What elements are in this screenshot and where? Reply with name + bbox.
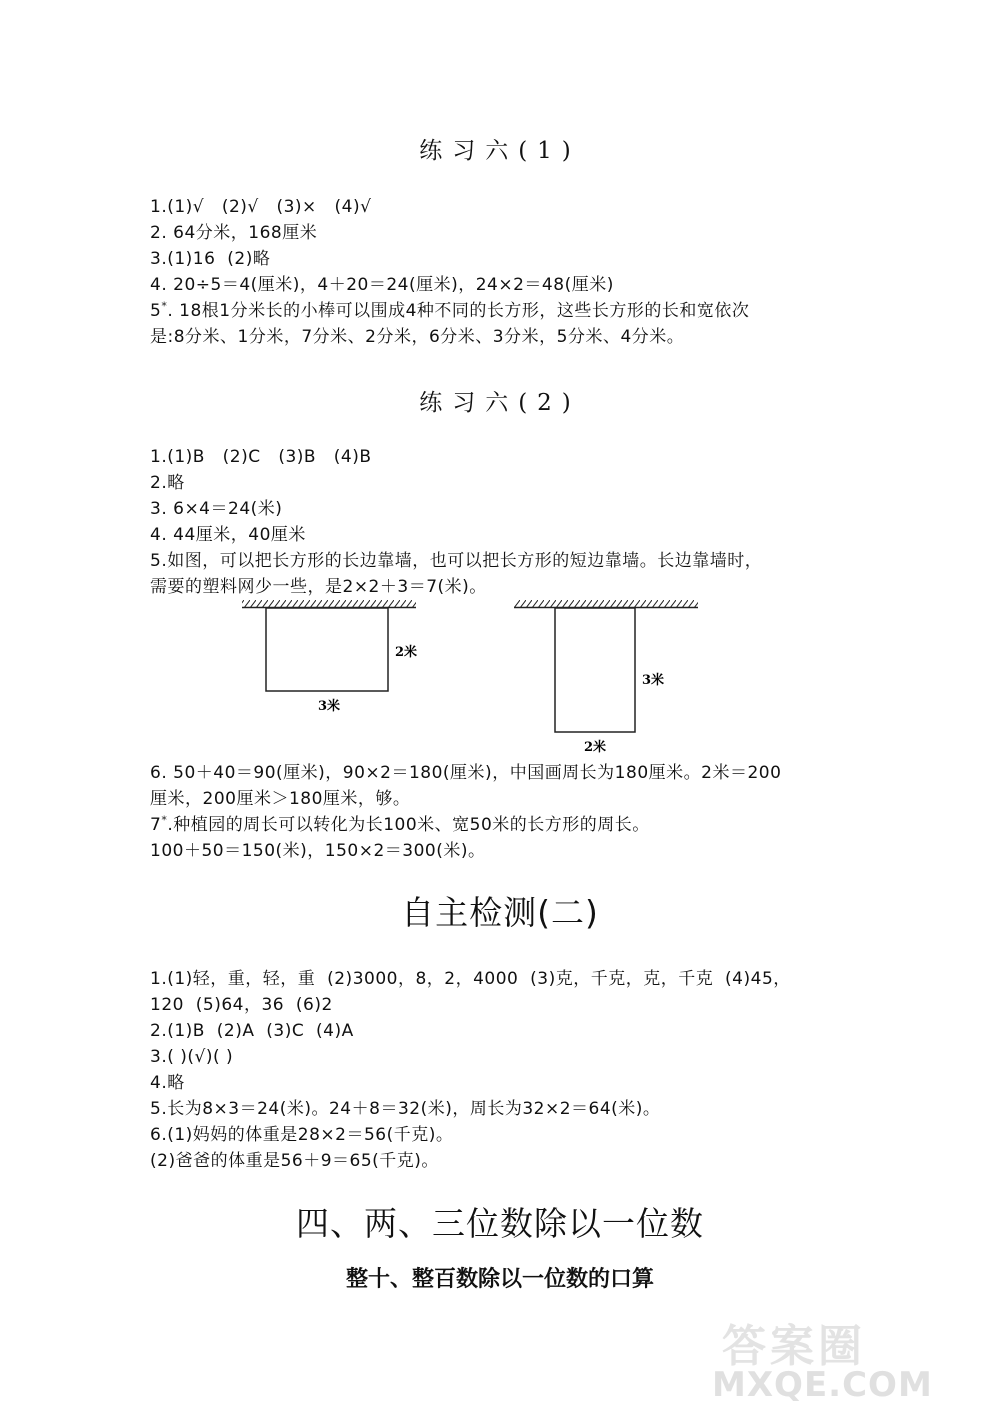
answer-line: 1.(1)B (2)C (3)B (4)B xyxy=(150,447,372,467)
answer-line: 3.( )(√)( ) xyxy=(150,1047,234,1067)
answer-line: (2)爸爸的体重是56＋9＝65(千克)。 xyxy=(150,1151,439,1171)
answer-line: 4. 44厘米，40厘米 xyxy=(150,525,306,545)
answer-line: 4. 20÷5＝4(厘米)，4＋20＝24(厘米)，24×2＝48(厘米) xyxy=(150,275,614,295)
answer-line: 5.如图，可以把长方形的长边靠墙，也可以把长方形的短边靠墙。长边靠墙时， xyxy=(150,551,763,571)
right-height-label: 3米 xyxy=(642,673,665,688)
right-rectangle xyxy=(555,608,635,732)
answer-line: 1.(1)轻，重，轻，重 (2)3000，8，2，4000 (3)克，千克，克，千克 (4)45， xyxy=(150,969,791,989)
watermark-text-top: 答案圈 xyxy=(722,1321,866,1372)
watermark-text-bottom: MXQE.COM xyxy=(712,1365,933,1405)
answer-line: 是:8分米、1分米，7分米、2分米，6分米、3分米，5分米、4分米。 xyxy=(150,327,685,347)
left-wall xyxy=(242,600,416,608)
right-wall xyxy=(514,600,698,608)
answer-line-5 xyxy=(150,298,870,324)
answer-line: 4.略 xyxy=(150,1073,185,1093)
answer-line: 2. 64分米，168厘米 xyxy=(150,223,318,243)
chapter-title: 四、两、三位数除以一位数 xyxy=(296,1204,704,1243)
answer-text: .种植园的周长可以转化为长100米、宽50米的长方形的周长。 xyxy=(167,815,650,835)
answer-line: 100＋50＝150(米)，150×2＝300(米)。 xyxy=(150,841,486,861)
answer-line: 3.(1)16 (2)略 xyxy=(150,249,271,269)
star-mark: * xyxy=(161,299,168,313)
right-width-label: 2米 xyxy=(584,740,607,755)
section-title-ex6-2: 练习六(2) xyxy=(419,390,581,416)
section-title-ex6-1: 练习六(1) xyxy=(419,138,581,164)
item-number: 7 xyxy=(150,815,162,835)
answer-line: 5.长为8×3＝24(米)。24＋8＝32(米)，周长为32×2＝64(米)。 xyxy=(150,1099,661,1119)
answer-line: 厘米，200厘米＞180厘米，够。 xyxy=(150,789,411,809)
item-number: 5 xyxy=(150,301,162,321)
answer-line: 120 (5)64，36 (6)2 xyxy=(150,995,333,1015)
left-width-label: 3米 xyxy=(318,699,341,714)
chapter-subtitle: 整十、整百数除以一位数的口算 xyxy=(345,1267,654,1292)
answer-line: 1.(1)√ (2)√ (3)× (4)√ xyxy=(150,197,372,217)
left-height-label: 2米 xyxy=(395,645,418,660)
section-title-check-2: 自主检测(二) xyxy=(401,893,599,932)
answer-text: . 18根1分米长的小棒可以围成4种不同的长方形，这些长方形的长和宽依次 xyxy=(167,301,750,321)
answer-line: 2.略 xyxy=(150,473,185,493)
answer-line: 3. 6×4＝24(米) xyxy=(150,499,283,519)
fence-diagram xyxy=(238,600,708,760)
answer-line: 6. 50＋40＝90(厘米)，90×2＝180(厘米)，中国画周长为180厘米。2米＝200 xyxy=(150,763,782,783)
answer-line-7 xyxy=(150,812,870,838)
watermark-logo xyxy=(712,1310,982,1405)
star-mark: * xyxy=(161,813,168,827)
answer-line: 2.(1)B (2)A (3)C (4)A xyxy=(150,1021,354,1041)
answer-line: 6.(1)妈妈的体重是28×2＝56(千克)。 xyxy=(150,1125,454,1145)
answer-line: 需要的塑料网少一些，是2×2＋3＝7(米)。 xyxy=(150,577,487,597)
left-rectangle xyxy=(266,608,388,691)
